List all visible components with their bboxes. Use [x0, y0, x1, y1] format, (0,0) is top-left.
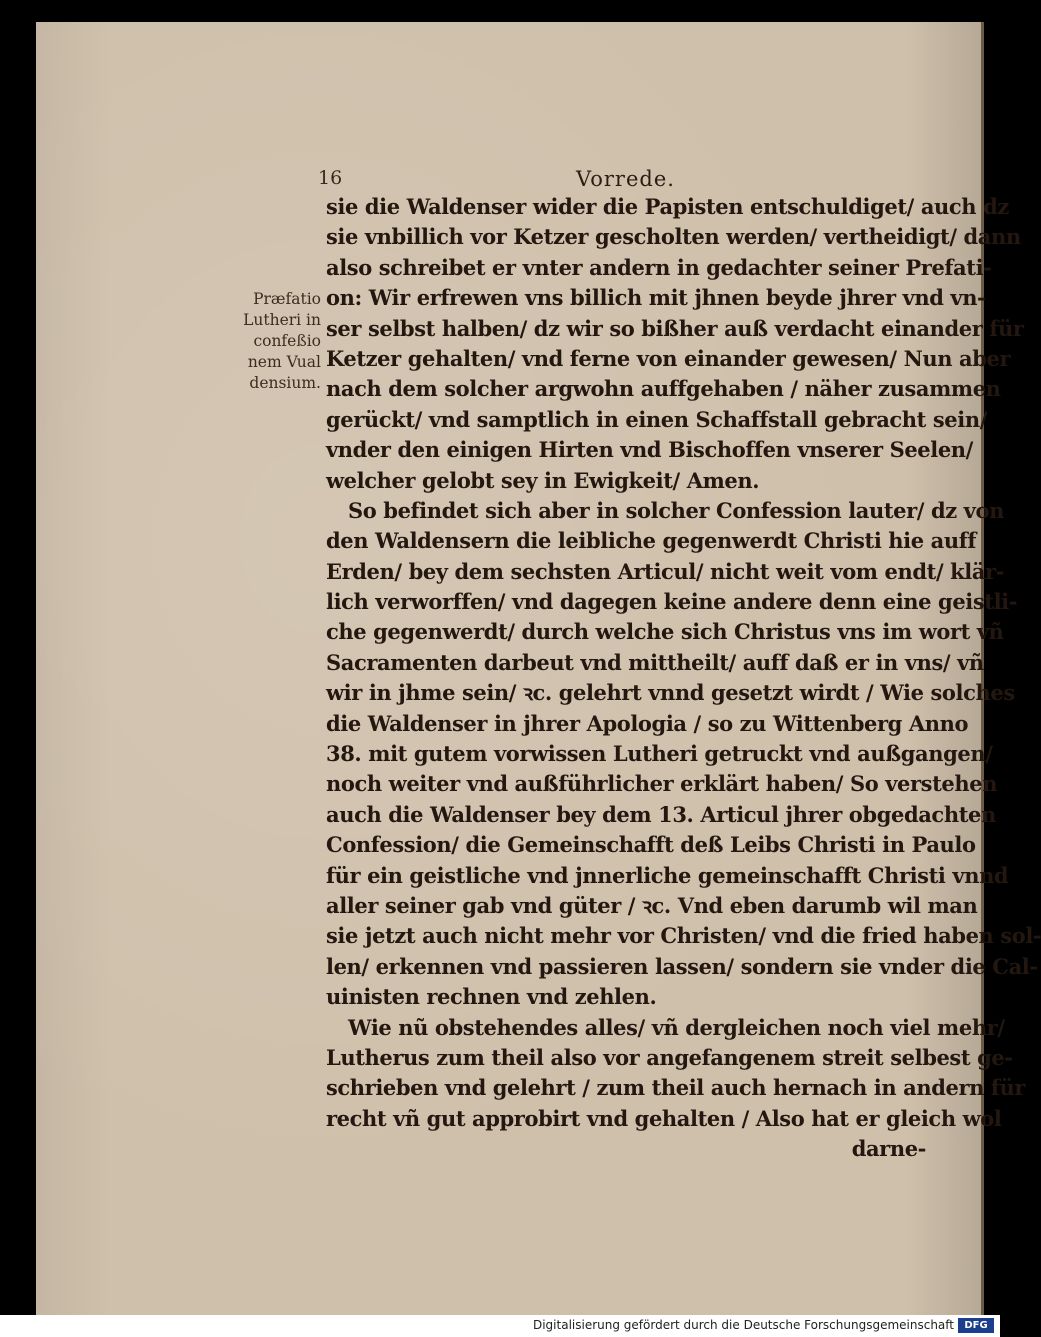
footer-bar — [0, 1315, 1000, 1337]
text-line: wir in jhme sein/ ꝛc. gelehrt vnnd gesetzt wirdt / Wie solches — [326, 680, 1015, 706]
margin-note — [229, 289, 321, 394]
text-line: aller seiner gab vnd güter / ꝛc. Vnd eben darumb wil man — [326, 892, 978, 918]
margin-note-line: Lutheri in — [243, 311, 321, 329]
margin-note-line: nem Vual — [247, 353, 321, 371]
text-line: che gegenwerdt/ durch welche sich Christus vns im wort vñ — [326, 619, 1004, 645]
text-line: sie jetzt auch nicht mehr vor Christen/ vnd die fried haben sol- — [326, 923, 1041, 949]
text-line: 38. mit gutem vorwissen Lutheri getruckt vnd außgangen/ — [326, 741, 993, 767]
text-line: sie die Waldenser wider die Papisten entschuldiget/ auch dz — [326, 194, 1009, 219]
margin-note-line: Præfatio — [253, 290, 321, 308]
text-line: lich verworffen/ vnd dagegen keine andere denn eine geistli- — [326, 589, 1018, 615]
text-line: welcher gelobt sey in Ewigkeit/ Amen. — [326, 467, 760, 493]
text-line: Erden/ bey dem sechsten Articul/ nicht weit vom endt/ klär- — [326, 558, 1005, 584]
text-line: sie vnbillich vor Ketzer gescholten werden/ vertheidigt/ dann — [326, 224, 1021, 250]
text-line: den Waldensern die leibliche gegenwerdt Christi hie auff — [326, 528, 976, 554]
margin-note-line: densium. — [249, 374, 321, 392]
text-line: gerückt/ vnd samptlich in einen Schaffstall gebracht sein/ — [326, 406, 987, 432]
text-line: nach dem solcher argwohn auffgehaben / näher zusammen — [326, 376, 1001, 402]
body-text — [326, 192, 1041, 1165]
text-line: die Waldenser in jhrer Apologia / so zu Wittenberg Anno — [326, 710, 969, 736]
book-page — [36, 22, 1041, 1315]
text-line: recht vñ gut approbirt vnd gehalten / Also hat er gleich wol — [326, 1105, 1002, 1131]
running-head: Vorrede. — [576, 167, 675, 191]
text-line: also schreibet er vnter andern in gedachter seiner Prefati- — [326, 254, 992, 280]
dfg-logo: DFG — [958, 1318, 994, 1333]
text-line: Ketzer gehalten/ vnd ferne von einander gewesen/ Nun aber — [326, 345, 1011, 371]
text-line: So befindet sich aber in solcher Confession lauter/ dz von — [348, 497, 1004, 523]
margin-note-line: confeßio — [253, 332, 321, 350]
text-line: schrieben vnd gelehrt / zum theil auch hernach in andern für — [326, 1075, 1026, 1101]
text-line: ser selbst halben/ dz wir so bißher auß verdacht einander für — [326, 315, 1024, 341]
text-line: uinisten rechnen vnd zehlen. — [326, 984, 657, 1010]
page-number: 16 — [318, 167, 343, 189]
text-line: noch weiter vnd außführlicher erklärt haben/ So verstehen — [326, 771, 998, 797]
text-line: für ein geistliche vnd jnnerliche gemeinschafft Christi vnnd — [326, 862, 1009, 888]
text-line: Wie nũ obstehendes alles/ vñ dergleichen noch viel mehr/ — [348, 1014, 1005, 1040]
catchword: darne- — [851, 1136, 926, 1162]
text-line: Confession/ die Gemeinschafft deß Leibs Christi in Paulo — [326, 832, 976, 858]
text-line: Lutherus zum theil also vor angefangenem streit selbest ge- — [326, 1044, 1013, 1070]
text-line: vnder den einigen Hirten vnd Bischoffen vnserer Seelen/ — [326, 437, 973, 463]
text-line: len/ erkennen vnd passieren lassen/ sondern sie vnder die Cal- — [326, 953, 1038, 979]
footer-credit: Digitalisierung gefördert durch die Deutsche Forschungsgemeinschaft — [532, 1318, 954, 1332]
text-line: auch die Waldenser bey dem 13. Articul jhrer obgedachten — [326, 801, 996, 827]
text-line: Sacramenten darbeut vnd mittheilt/ auff daß er in vns/ vñ — [326, 649, 984, 675]
page-header — [36, 167, 981, 191]
text-line: on: Wir erfrewen vns billich mit jhnen beyde jhrer vnd vn- — [326, 285, 986, 311]
